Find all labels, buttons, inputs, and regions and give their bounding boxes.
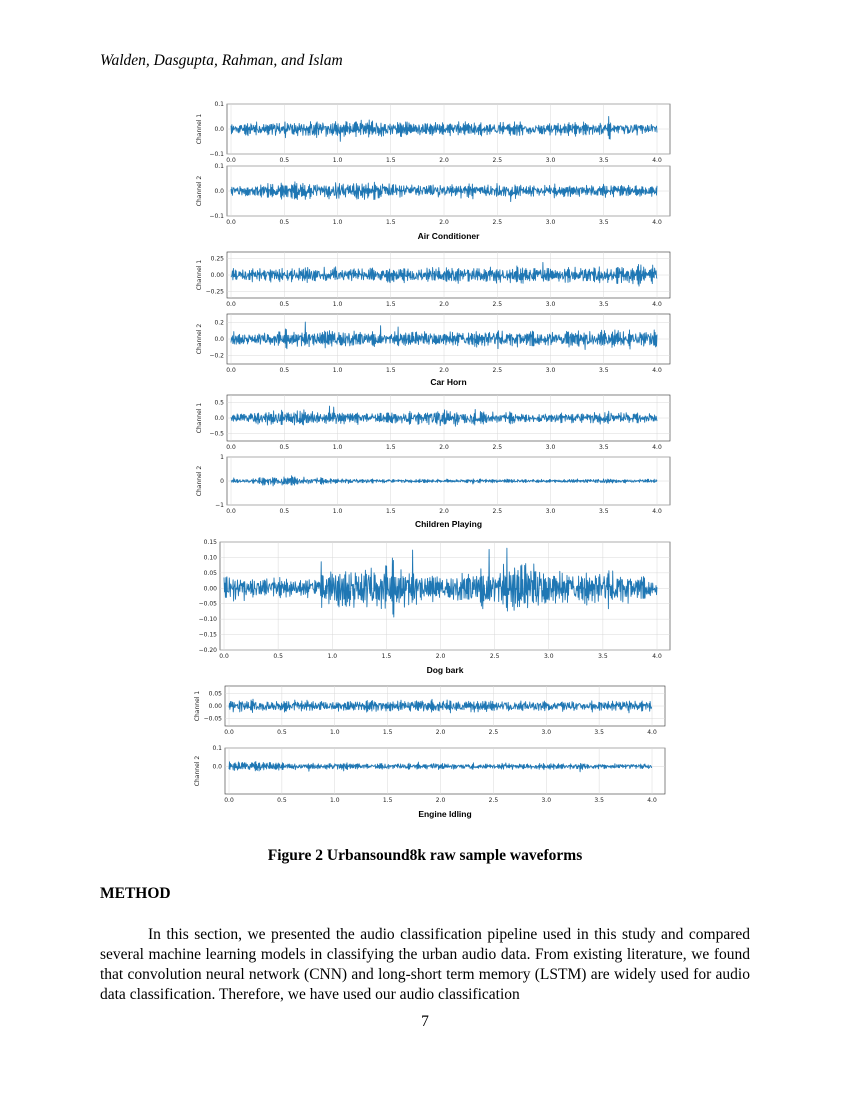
x-tick-label: 2.0: [439, 301, 449, 308]
channel-label: Channel 2: [196, 465, 203, 497]
y-tick-label: 0.00: [210, 272, 224, 279]
x-tick-label: 1.0: [332, 508, 343, 515]
x-tick-label: 0.5: [279, 301, 290, 308]
x-tick-label: 0.0: [226, 157, 236, 164]
x-tick-label: 2.5: [492, 444, 503, 451]
x-tick-label: 4.0: [647, 729, 657, 736]
plot-frame: [220, 542, 670, 650]
y-tick-label: −0.15: [198, 631, 217, 639]
waveform-panel: [194, 686, 665, 736]
x-tick-label: 1.5: [385, 444, 396, 451]
chart-title: Engine Idling: [418, 809, 472, 819]
y-tick-label: 0.0: [212, 763, 222, 771]
channel-label: Channel 1: [194, 690, 201, 722]
y-tick-label: 0.2: [214, 319, 224, 327]
y-tick-label: 0.1: [214, 101, 224, 108]
x-tick-label: 3.5: [598, 301, 609, 308]
y-tick-label: −0.1: [209, 213, 224, 220]
y-tick-label: 1: [220, 454, 224, 461]
x-tick-label: 3.0: [545, 219, 556, 226]
x-tick-label: 4.0: [652, 157, 662, 164]
chart-dog-bark: [170, 538, 680, 678]
y-tick-label: 0.00: [208, 703, 222, 710]
channel-label: Channel 2: [194, 755, 201, 787]
channel-label: Channel 2: [196, 175, 203, 207]
y-tick-label: 0.0: [214, 188, 224, 195]
chart-air-conditioner: [170, 98, 680, 243]
x-tick-label: 0.0: [224, 729, 234, 736]
x-tick-label: 1.5: [382, 797, 393, 804]
waveform-panel: [196, 252, 670, 308]
waveform-panel: [196, 454, 670, 515]
x-tick-label: 3.0: [545, 444, 556, 451]
y-tick-label: 0.1: [214, 163, 224, 170]
x-tick-label: 3.0: [545, 508, 556, 515]
x-tick-label: 3.5: [594, 729, 604, 736]
x-tick-label: 0.5: [279, 367, 290, 374]
x-tick-label: 0.5: [273, 653, 283, 660]
x-tick-label: 3.0: [541, 729, 552, 736]
x-tick-label: 2.5: [492, 301, 503, 308]
y-tick-label: −0.2: [209, 352, 224, 360]
x-tick-label: 1.5: [385, 157, 396, 164]
channel-label: Channel 1: [196, 402, 203, 434]
chart-car-horn: [170, 248, 680, 388]
x-tick-label: 2.0: [439, 508, 449, 515]
x-tick-label: 2.5: [492, 157, 503, 164]
x-tick-label: 2.0: [439, 367, 449, 374]
y-tick-label: −0.20: [198, 647, 217, 654]
x-tick-label: 3.0: [545, 367, 556, 374]
waveform-panel: [196, 314, 670, 374]
waveform-panel: [196, 101, 670, 164]
x-tick-label: 4.0: [647, 797, 657, 804]
page-number: 7: [421, 1013, 429, 1030]
x-tick-label: 0.0: [226, 367, 236, 374]
x-tick-label: 0.5: [277, 729, 287, 736]
x-tick-label: 1.5: [385, 508, 396, 515]
x-tick-label: 2.0: [439, 219, 449, 226]
chart-title: Car Horn: [430, 377, 467, 387]
x-tick-label: 1.0: [332, 219, 343, 226]
y-tick-label: −0.05: [203, 715, 222, 723]
y-tick-label: −0.05: [198, 600, 217, 608]
waveform-panel: [196, 395, 670, 451]
x-tick-label: 1.5: [385, 219, 396, 226]
x-tick-label: 3.0: [545, 157, 556, 164]
y-tick-label: 0.05: [208, 690, 222, 698]
x-tick-label: 3.5: [594, 797, 604, 804]
x-tick-label: 1.0: [329, 797, 340, 804]
x-tick-label: 0.5: [279, 157, 290, 164]
x-tick-label: 0.5: [279, 508, 290, 515]
y-tick-label: 0.0: [214, 336, 224, 343]
chart-engine-idling: [170, 682, 680, 822]
x-tick-label: 1.0: [327, 653, 338, 660]
x-tick-label: 0.5: [279, 444, 290, 451]
x-tick-label: 2.0: [439, 157, 449, 164]
channel-label: Channel 2: [196, 323, 203, 355]
chart-title: Dog bark: [426, 665, 464, 675]
waveform-panel: [199, 539, 670, 660]
chart-title: Air Conditioner: [417, 231, 480, 241]
channel-label: Channel 1: [196, 113, 203, 145]
subfigure-children-playing: [170, 393, 680, 533]
running-header: Walden, Dasgupta, Rahman, and Islam: [100, 52, 343, 69]
x-tick-label: 4.0: [652, 367, 662, 374]
x-tick-label: 3.5: [598, 508, 609, 515]
y-tick-label: 0.05: [203, 569, 217, 577]
subfigure-engine-idling: [170, 682, 680, 822]
y-tick-label: 0.10: [203, 554, 217, 562]
y-tick-label: −0.1: [209, 151, 224, 158]
x-tick-label: 1.5: [385, 367, 396, 374]
y-tick-label: −0.5: [209, 430, 224, 438]
x-tick-label: 0.0: [226, 444, 236, 451]
body-paragraph: In this section, we presented the audio classification pipeline used in this study and compared several machine learning models in classifying the urban audio data. From existing literature, we found that convolution neural network (CNN) and long-short term memory (LSTM) are widely used for audio data classification. Therefore, we have used our audio classification: [100, 926, 750, 1003]
x-tick-label: 0.0: [224, 797, 234, 804]
x-tick-label: 1.0: [332, 367, 343, 374]
y-tick-label: −0.10: [198, 616, 217, 624]
x-tick-label: 0.0: [226, 508, 236, 515]
y-tick-label: 0.0: [214, 126, 224, 133]
x-tick-label: 3.0: [545, 301, 556, 308]
x-tick-label: 2.0: [435, 729, 446, 736]
y-tick-label: 0.5: [214, 399, 224, 407]
y-tick-label: 0.25: [210, 255, 224, 263]
waveform-panel: [194, 745, 665, 804]
x-tick-label: 4.0: [652, 219, 662, 226]
x-tick-label: 3.5: [598, 367, 609, 374]
x-tick-label: 2.0: [435, 653, 446, 660]
x-tick-label: 2.5: [489, 653, 500, 660]
x-tick-label: 2.5: [488, 797, 499, 804]
x-tick-label: 1.5: [381, 653, 392, 660]
x-tick-label: 3.0: [541, 797, 552, 804]
subfigure-car-horn: [170, 248, 680, 388]
x-tick-label: 3.5: [598, 653, 608, 660]
channel-label: Channel 1: [196, 259, 203, 291]
y-tick-label: −1: [215, 502, 224, 509]
subfigure-dog-bark: [170, 538, 680, 678]
x-tick-label: 0.5: [279, 219, 290, 226]
y-tick-label: 0.00: [203, 585, 217, 593]
chart-children-playing: [170, 393, 680, 533]
x-tick-label: 0.5: [277, 797, 287, 804]
waveform-panel: [196, 163, 670, 226]
x-tick-label: 0.0: [226, 301, 236, 308]
x-tick-label: 1.5: [382, 729, 393, 736]
x-tick-label: 3.5: [598, 157, 609, 164]
body-paragraph-container: [100, 925, 750, 1005]
x-tick-label: 2.0: [435, 797, 446, 804]
x-tick-label: 1.0: [332, 444, 343, 451]
x-tick-label: 2.5: [492, 508, 503, 515]
x-tick-label: 4.0: [652, 301, 662, 308]
x-tick-label: 1.0: [332, 157, 343, 164]
y-tick-label: 0.1: [212, 745, 222, 752]
x-tick-label: 0.0: [226, 219, 236, 226]
x-tick-label: 3.0: [543, 653, 554, 660]
x-tick-label: 2.5: [488, 729, 499, 736]
figure-caption: Figure 2 Urbansound8k raw sample waveforms: [267, 847, 583, 864]
x-tick-label: 0.0: [219, 653, 229, 660]
x-tick-label: 1.0: [332, 301, 343, 308]
x-tick-label: 2.5: [492, 367, 503, 374]
x-tick-label: 4.0: [652, 444, 662, 451]
x-tick-label: 4.0: [652, 653, 662, 660]
y-tick-label: −0.25: [205, 288, 224, 296]
waveform-figure: [170, 98, 680, 828]
x-tick-label: 4.0: [652, 508, 662, 515]
x-tick-label: 1.5: [385, 301, 396, 308]
y-tick-label: 0: [220, 478, 224, 485]
chart-title: Children Playing: [414, 519, 483, 529]
x-tick-label: 3.5: [598, 219, 609, 226]
y-tick-label: 0.0: [214, 415, 224, 422]
y-tick-label: 0.15: [203, 539, 217, 546]
subfigure-air-conditioner: [170, 98, 680, 243]
x-tick-label: 1.0: [329, 729, 340, 736]
x-tick-label: 3.5: [598, 444, 609, 451]
section-heading: METHOD: [100, 885, 171, 902]
x-tick-label: 2.0: [439, 444, 449, 451]
x-tick-label: 2.5: [492, 219, 503, 226]
